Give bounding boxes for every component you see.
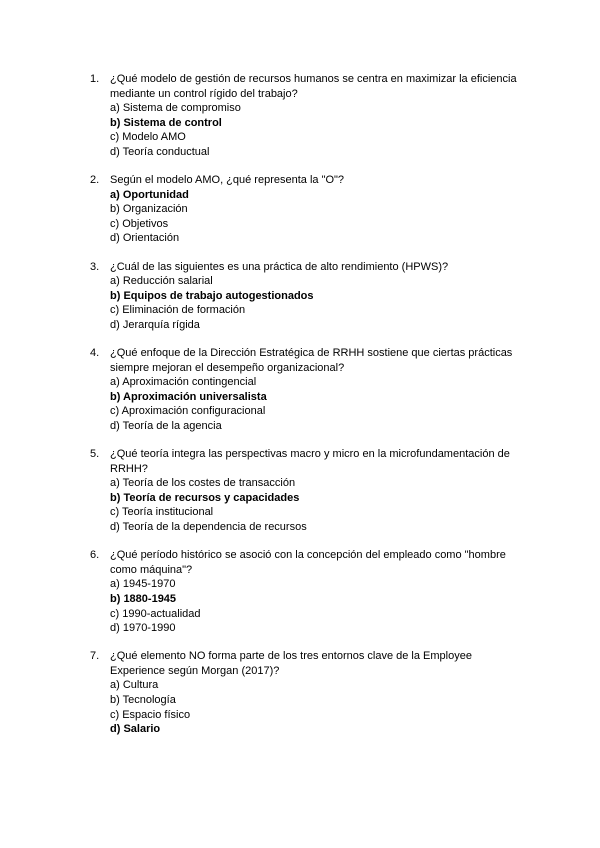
question-4: [90, 346, 530, 434]
question-2: [90, 173, 530, 246]
question-text: ¿Qué elemento NO forma parte de los tres entornos clave de la Employee Experience según Morgan (2017)?: [110, 650, 472, 677]
option-correct: b) Equipos de trabajo autogestionados: [110, 289, 314, 302]
question-3: [90, 260, 530, 333]
question-text: ¿Qué teoría integra las perspectivas macro y micro en la microfundamentación de RRHH?: [110, 448, 510, 475]
option-correct: b) Teoría de recursos y capacidades: [110, 491, 300, 504]
question-text: ¿Qué enfoque de la Dirección Estratégica de RRHH sostiene que ciertas prácticas siempre mejoran el desempeño organizacional?: [110, 347, 513, 374]
option: a) Cultura: [110, 679, 159, 692]
option: c) Espacio físico: [110, 708, 191, 721]
option: a) Teoría de los costes de transacción: [110, 477, 296, 490]
question-text: Según el modelo AMO, ¿qué representa la "O"?: [110, 174, 345, 187]
option: d) Teoría de la agencia: [110, 419, 222, 432]
option-list: [110, 274, 530, 332]
option-correct: b) Aproximación universalista: [110, 390, 267, 403]
question-1: [90, 72, 530, 160]
option: c) Objetivos: [110, 217, 169, 230]
question-number: 4.: [90, 347, 100, 359]
question-text: ¿Qué modelo de gestión de recursos humanos se centra en maximizar la eficiencia mediante un control rígido del trabajo?: [110, 73, 517, 100]
option-correct: b) Sistema de control: [110, 116, 222, 129]
option: a) Sistema de compromiso: [110, 102, 241, 115]
option-correct: a) Oportunidad: [110, 188, 189, 201]
question-number: 1.: [90, 73, 100, 85]
question-number: 6.: [90, 549, 100, 562]
option: d) Orientación: [110, 232, 180, 245]
option-list: [110, 577, 530, 635]
option-list: [110, 476, 530, 534]
option: c) Teoría institucional: [110, 506, 214, 519]
option-list: [110, 101, 530, 159]
option: a) Aproximación contingencial: [110, 376, 257, 389]
option: d) 1970-1990: [110, 622, 176, 635]
option: d) Jerarquía rígida: [110, 318, 200, 331]
option: b) Tecnología: [110, 693, 176, 706]
question-5: [90, 447, 530, 535]
option-correct: b) 1880-1945: [110, 592, 177, 605]
option-list: [110, 375, 530, 433]
question-number: 2.: [90, 174, 100, 187]
option: b) Organización: [110, 203, 188, 216]
option-list: [110, 188, 530, 246]
question-text: ¿Qué período histórico se asoció con la concepción del empleado como "hombre como máquina"?: [110, 549, 506, 576]
option: d) Teoría conductual: [110, 145, 210, 158]
option: d) Teoría de la dependencia de recursos: [110, 521, 307, 534]
question-number: 5.: [90, 448, 100, 461]
question-number: 7.: [90, 650, 100, 663]
question-7: [90, 649, 530, 737]
question-number: 3.: [90, 260, 100, 273]
option: c) Eliminación de formación: [110, 304, 246, 317]
option: a) 1945-1970: [110, 578, 176, 591]
option: c) Aproximación configuracional: [110, 405, 266, 418]
option-correct: d) Salario: [110, 723, 161, 736]
question-text: ¿Cuál de las siguientes es una práctica de alto rendimiento (HPWS)?: [110, 260, 449, 273]
option-list: [110, 678, 530, 736]
option: c) Modelo AMO: [110, 131, 186, 144]
option: c) 1990-actualidad: [110, 607, 201, 620]
option: a) Reducción salarial: [110, 275, 213, 288]
question-6: [90, 548, 530, 636]
question-list: [90, 72, 530, 750]
